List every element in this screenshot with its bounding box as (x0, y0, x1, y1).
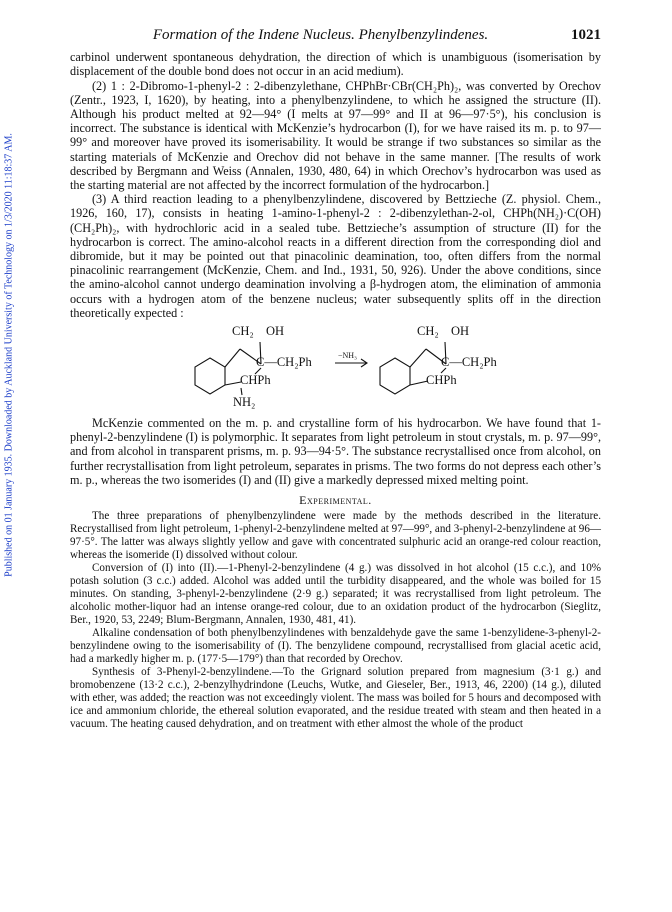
page (70, 28, 601, 731)
paragraph: Synthesis of 3-Phenyl-2-benzylindene.—To the Grignard solution prepared from magnesium (3·1 g.) and bromobenzene (13·2 c.c.), 2-benzylhydrindone (Leuchs, Wutke, and Gieseler, Ber., 1913, 46, 2200) (14 g.), diluted with ether, was added; the reaction was not exceedingly violent. The mass was boiled for 5 hours and decomposed with ice and ammonium chloride, the ethereal solution evaporated, and the residue treated with steam and then heated in a vacuum. The heating caused dehydration, and on treatment with ether almost the whole of the product (70, 666, 601, 731)
download-note: Published on 01 January 1935. Downloaded by Auckland University of Technology on 1/3/2020 11:18:37 AM. (3, 133, 15, 577)
right-c-group: C—CH₂Ph (441, 355, 497, 370)
running-title: Formation of the Indene Nucleus. Phenylbenzylindenes. (152, 27, 489, 43)
left-nh2: NH₂ (233, 395, 256, 410)
page-number: 1021 (571, 27, 601, 43)
right-ch2: CH₂ (417, 324, 439, 339)
paragraph: carbinol underwent spontaneous dehydration, the direction of which is unambiguous (isomerisation by displacement of the double bond does not occur in an acid medium). (70, 50, 601, 79)
bond (410, 349, 426, 367)
left-oh: OH (266, 324, 285, 339)
bond (225, 349, 240, 367)
left-chph: CHPh (240, 373, 271, 388)
paragraph: (2) 1 : 2-Dibromo-1-phenyl-2 : 2-dibenzylethane, CHPhBr·CBr(CH₂Ph)₂, was converted by Orechov (Zentr., 1923, I, 1620), by heating, into a phenylbenzylindene, to which he assigned the structure (II). Although his product melted at 92—94° (I melts at 97—99° and II at 96—97·5°), his conclusion is incorrect. The substance is identical with McKenzie’s hydrocarbon (I), for we have raised its m. p. to 97—99° and moreover have proved its isomerisability. It would be strange if two substances so similar as the starting materials of McKenzie and Orechov did not behave in the same manner. [The results of work described by Bergmann and Weiss (Annalen, 1930, 480, 64) in which Orechov’s hydrocarbon was used as the starting material are not affected by the incorrect formulation of the hydrocarbon.] (70, 78, 601, 193)
running-header (70, 28, 601, 42)
paragraph: Alkaline condensation of both phenylbenzylindenes with benzaldehyde gave the same 1-benzylidene-3-phenyl-2-benzylindene owing to the isomerisability of (I). The benzylidene compound, recrystallised from glacial acetic acid, had a markedly higher m. p. (177·5—179°) than that recorded by Orechov. (70, 627, 601, 666)
right-chph: CHPh (426, 373, 457, 388)
benzene-ring-left (195, 358, 225, 394)
download-watermark (2, 120, 16, 590)
arrow-label: −NH₃ (338, 351, 357, 361)
left-c-group: C—CH₂Ph (256, 355, 312, 370)
left-ch2: CH₂ (232, 324, 254, 339)
bond (241, 388, 242, 395)
section-heading: Experimental. (299, 493, 372, 508)
right-oh: OH (451, 324, 470, 339)
reaction-scheme-drawing (70, 322, 601, 414)
paragraph: (3) A third reaction leading to a phenylbenzylindene, discovered by Bettzieche (Z. physiol. Chem., 1926, 160, 17), consists in heating 1-amino-1-phenyl-2 : 2-dibenzylethan-2-ol, CHPh(NH₂)·C(OH)(CH₂Ph)₂, with hydrochloric acid in a sealed tube. Bettzieche’s assumption of structure (II) for the hydrocarbon is correct. The amino-alcohol reacts in a different direction from the corresponding diol and dibromide, but it may be pointed out that pinacolinic deamination, too, often differs from the normal pinacolinic rearrangement (McKenzie, Chem. and Ind., 1931, 50, 926). Under the above conditions, since the amino-alcohol cannot undergo deamination involving a β-hydrogen atom, the elimination of ammonia occurs with a hydrogen atom of the benzene nucleus; water subsequently splits off in the direction theoretically expected : (70, 192, 601, 320)
bond (225, 382, 241, 385)
paragraph: Conversion of (I) into (II).—1-Phenyl-2-benzylindene (4 g.) was dissolved in hot alcohol (15 c.c.), and 10% potash solution (3 c.c.) added. Alcohol was added until the turbidity disappeared, and the whole was boiled for 15 minutes. On standing, 3-phenyl-2-benzylindene (2·9 g.) separated; it was recrystallised from light petroleum. The alcoholic mother-liquor had an intense orange-red colour, due to an oxidation product of the hydrocarbon (Sieglitz, Ber., 1920, 53, 2249; Blum-Bergmann, Annalen, 1930, 481, 41). (70, 562, 601, 627)
reaction-scheme (70, 322, 601, 414)
paragraph: McKenzie commented on the m. p. and crystalline form of his hydrocarbon. We have found that 1-phenyl-2-benzylindene (I) is polymorphic. It separates from light petroleum in stout crystals, m. p. 97—99°, and from alcohol in transparent prisms, m. p. 93—94·5°. The substance recrystallised once from alcohol, on further recrystallisation from light petroleum, separates in prisms. The two forms do not depress each other’s m. p., whereas the two isomerides (I) and (II) give a markedly depressed mixed melting point. (70, 416, 601, 487)
benzene-ring-right (380, 358, 410, 394)
paragraph: The three preparations of phenylbenzylindene were made by the methods described in the literature. Recrystallised from light petroleum, 1-phenyl-2-benzylindene melted at 97—99°, and 3-phenyl-2-benzylindene at 96—97·5°. The latter was always slightly yellow and gave with concentrated sulphuric acid an orange-red colour reaction, whereas the isomeride (I) dissolved without colour. (70, 510, 601, 562)
